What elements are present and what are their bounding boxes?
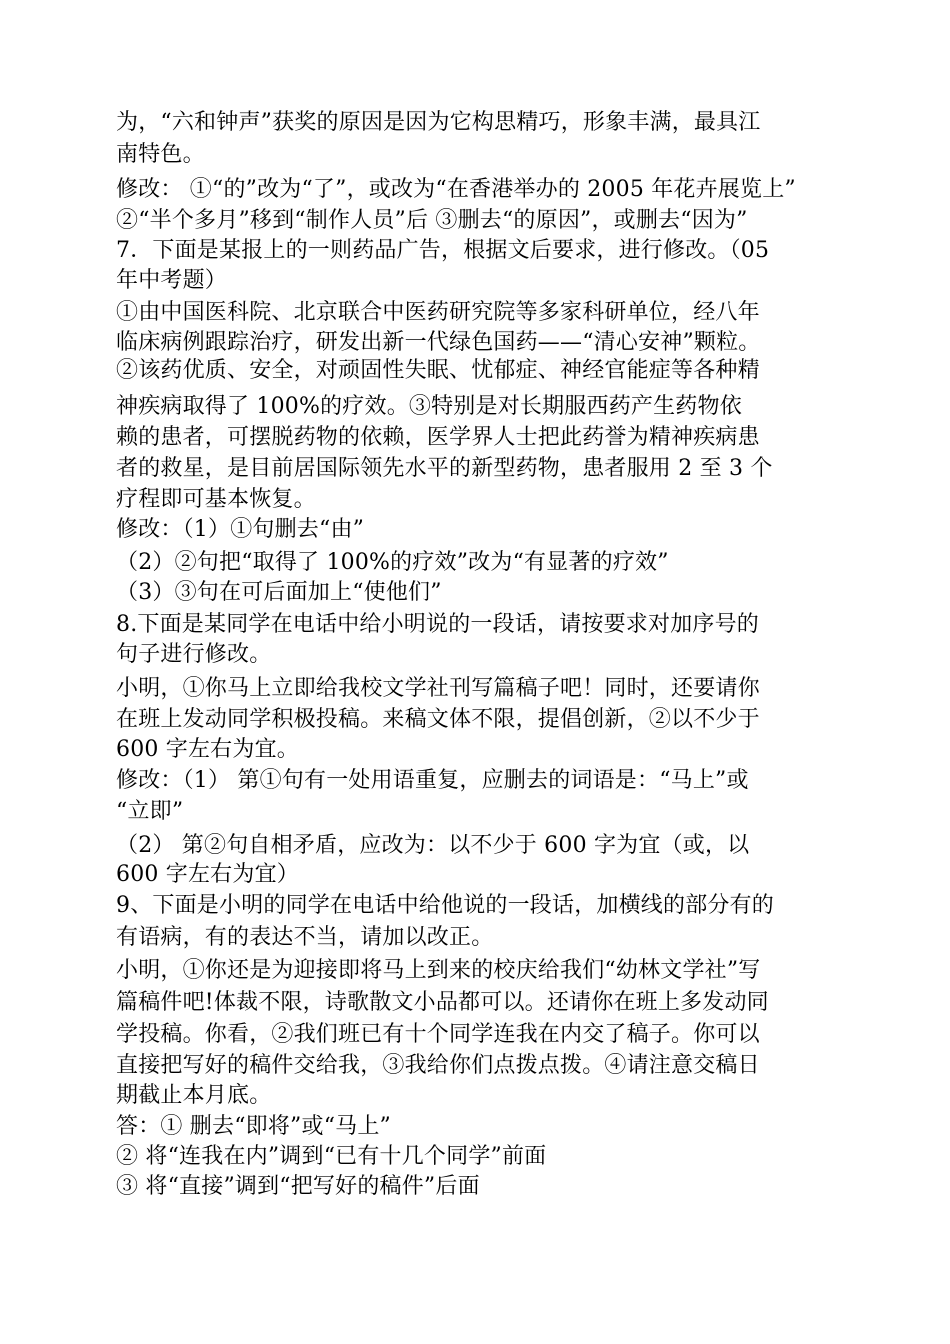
- text-line: 修改： ①“的”改为“了”，或改为“在香港举办的 2005 年花卉展览上”: [116, 177, 796, 202]
- text-line: ② 将“连我在内”调到“已有十几个同学”前面: [116, 1144, 547, 1169]
- text-line: 8.下面是某同学在电话中给小明说的一段话，请按要求对加序号的: [116, 612, 759, 637]
- text-line: 疗程即可基本恢复。: [116, 487, 316, 512]
- text-line: 学投稿。你看，②我们班已有十个同学连我在内交了稿子。你可以: [116, 1022, 760, 1047]
- text-line: 期截止本月底。: [116, 1083, 272, 1108]
- text-line: （3）③句在可后面加上“使他们”: [116, 580, 442, 605]
- text-line: 年中考题）: [116, 268, 228, 293]
- text-line: 为，“六和钟声”获奖的原因是因为它构思精巧，形象丰满，最具江: [116, 110, 761, 135]
- text-line: 有语病，有的表达不当，请加以改正。: [116, 925, 494, 950]
- text-line: ①由中国医科院、北京联合中医药研究院等多家科研单位，经八年: [116, 300, 760, 325]
- text-line: 句子进行修改。: [116, 642, 272, 667]
- text-line: ②“半个多月”移到“制作人员”后 ③删去“的原因”，或删去“因为”: [116, 208, 748, 233]
- text-line: 600 字左右为宜。: [116, 737, 299, 762]
- text-line: 在班上发动同学积极投稿。来稿文体不限，提倡创新，②以不少于: [116, 707, 760, 732]
- text-line: 小明，①你还是为迎接即将马上到来的校庆给我们“幼林文学社”写: [116, 958, 761, 983]
- text-line: ③ 将“直接”调到“把写好的稿件”后面: [116, 1174, 480, 1199]
- text-line: （2） 第②句自相矛盾，应改为：以不少于 600 字为宜（或，以: [116, 833, 750, 858]
- text-line: 修改：（1）①句删去“由”: [116, 517, 365, 542]
- text-line: 南特色。: [116, 142, 205, 167]
- text-line: ②该药优质、安全，对顽固性失眠、忧郁症、神经官能症等各种精: [116, 358, 760, 383]
- text-line: “立即”: [116, 799, 184, 824]
- text-line: （2）②句把“取得了 100%的疗效”改为“有显著的疗效”: [116, 550, 669, 575]
- text-line: 7．下面是某报上的一则药品广告，根据文后要求，进行修改。（05: [116, 238, 770, 263]
- text-line: 直接把写好的稿件交给我，③我给你们点拨点拨。④请注意交稿日: [116, 1053, 760, 1078]
- text-line: 600 字左右为宜）: [116, 862, 299, 887]
- text-line: 修改：（1） 第①句有一处用语重复，应删去的词语是：“马上”或: [116, 768, 749, 793]
- text-line: 小明，①你马上立即给我校文学社刊写篇稿子吧！同时，还要请你: [116, 676, 760, 701]
- text-line: 篇稿件吧!体裁不限，诗歌散文小品都可以。还请你在班上多发动同: [116, 990, 769, 1015]
- text-line: 9、下面是小明的同学在电话中给他说的一段话，加横线的部分有的: [116, 893, 774, 918]
- text-line: 临床病例跟踪治疗，研发出新一代绿色国药——“清心安神”颗粒。: [116, 330, 761, 355]
- text-line: 者的救星，是目前居国际领先水平的新型药物，患者服用 2 至 3 个: [116, 456, 773, 481]
- text-line: 赖的患者，可摆脱药物的依赖，医学界人士把此药誉为精神疾病患: [116, 425, 760, 450]
- text-line: 神疾病取得了 100%的疗效。③特别是对长期服西药产生药物依: [116, 394, 742, 419]
- text-line: 答：① 删去“即将”或“马上”: [116, 1114, 391, 1139]
